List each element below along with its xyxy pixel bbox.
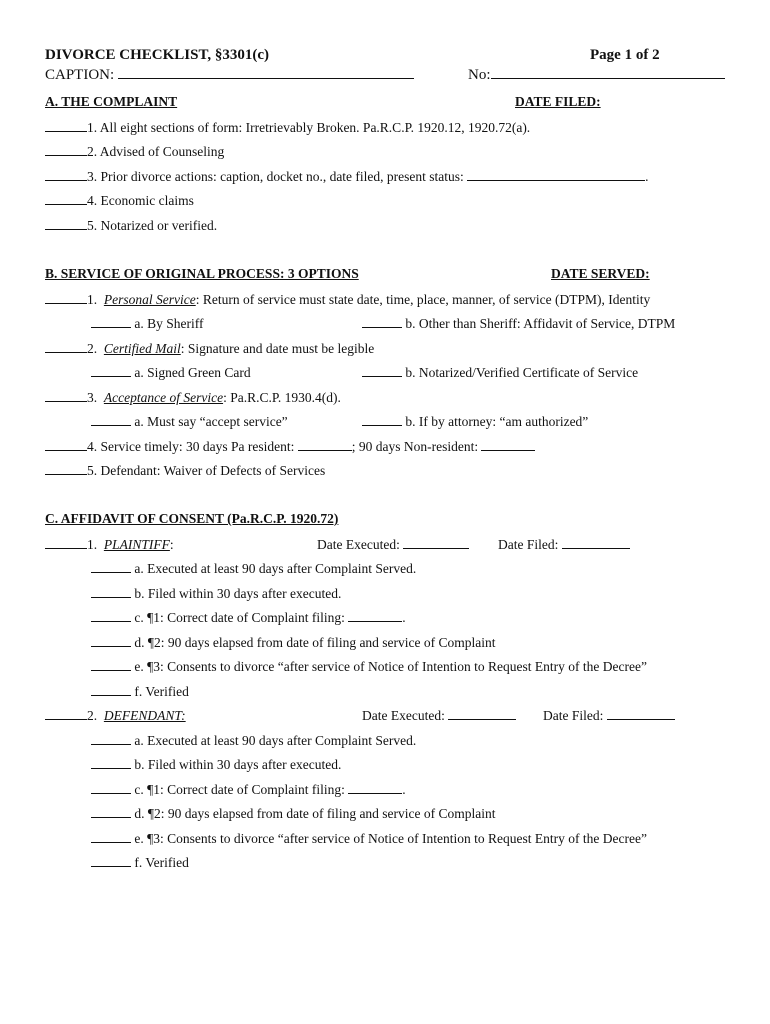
sub-item[interactable]: a. Executed at least 90 days after Complaint Served.	[91, 732, 416, 749]
check-blank[interactable]	[91, 413, 131, 426]
date-executed-blank[interactable]	[448, 707, 516, 720]
check-blank[interactable]	[45, 389, 87, 402]
page-number: Page 1 of 2	[590, 47, 660, 63]
sub-item[interactable]: d. ¶2: 90 days elapsed from date of filing and service of Complaint	[91, 634, 496, 651]
sub-item[interactable]: b. Filed within 30 days after executed.	[91, 585, 341, 602]
check-blank[interactable]	[45, 192, 87, 205]
check-blank[interactable]	[91, 364, 131, 377]
section-a-heading: A. THE COMPLAINT	[45, 94, 178, 109]
check-blank[interactable]	[91, 756, 131, 769]
check-blank[interactable]	[45, 536, 87, 549]
sub-item[interactable]: b. Filed within 30 days after executed.	[91, 756, 341, 773]
plaintiff-item[interactable]: 1. PLAINTIFF:	[45, 536, 174, 553]
check-blank[interactable]	[91, 683, 131, 696]
date-filed-blank[interactable]	[562, 536, 630, 549]
checklist-item[interactable]: 5. Notarized or verified.	[45, 217, 217, 234]
check-blank[interactable]	[91, 585, 131, 598]
check-blank[interactable]	[45, 462, 87, 475]
check-blank[interactable]	[91, 805, 131, 818]
checklist-item[interactable]: 1. Personal Service: Return of service must state date, time, place, manner, of service (DTPM), Identity	[45, 291, 650, 308]
sub-item[interactable]: b. Notarized/Verified Certificate of Service	[362, 364, 638, 381]
checklist-item[interactable]: 4. Service timely: 30 days Pa resident: ; 90 days Non-resident:	[45, 438, 535, 455]
check-blank[interactable]	[91, 854, 131, 867]
check-blank[interactable]	[91, 830, 131, 843]
sub-item[interactable]: b. Other than Sheriff: Affidavit of Service, DTPM	[362, 315, 675, 332]
check-blank[interactable]	[91, 315, 131, 328]
check-blank[interactable]	[362, 413, 402, 426]
check-blank[interactable]	[91, 781, 131, 794]
date-filed-label: DATE FILED:	[515, 94, 601, 109]
complaint-date-blank[interactable]	[348, 781, 402, 794]
check-blank[interactable]	[45, 119, 87, 132]
check-blank[interactable]	[91, 732, 131, 745]
sub-item[interactable]: c. ¶1: Correct date of Complaint filing: .	[91, 609, 406, 626]
check-blank[interactable]	[362, 364, 402, 377]
no-blank[interactable]	[491, 66, 725, 79]
caption-label: CAPTION:	[45, 67, 115, 83]
document-title: DIVORCE CHECKLIST, §3301(c)	[45, 47, 270, 63]
checklist-item[interactable]: 3. Acceptance of Service: Pa.R.C.P. 1930.4(d).	[45, 389, 341, 406]
check-blank[interactable]	[91, 560, 131, 573]
sub-item[interactable]: a. Must say “accept service”	[91, 413, 288, 430]
caption-blank[interactable]	[118, 66, 414, 79]
sub-item[interactable]: a. Executed at least 90 days after Complaint Served.	[91, 560, 416, 577]
date-served-label: DATE SERVED:	[551, 266, 650, 281]
checklist-item[interactable]: 5. Defendant: Waiver of Defects of Services	[45, 462, 325, 479]
checklist-item[interactable]: 2. Advised of Counseling	[45, 143, 224, 160]
caption-field[interactable]	[45, 66, 414, 83]
defendant-date-filed[interactable]: Date Filed:	[543, 707, 675, 724]
pa-resident-blank[interactable]	[298, 438, 352, 451]
sub-item[interactable]: c. ¶1: Correct date of Complaint filing: .	[91, 781, 406, 798]
checklist-item[interactable]: 3. Prior divorce actions: caption, docket no., date filed, present status: .	[45, 168, 649, 185]
check-blank[interactable]	[91, 634, 131, 647]
no-field[interactable]	[468, 66, 725, 83]
defendant-date-executed[interactable]: Date Executed:	[362, 707, 516, 724]
defendant-item[interactable]: 2. DEFENDANT:	[45, 707, 186, 724]
sub-item[interactable]: d. ¶2: 90 days elapsed from date of filing and service of Complaint	[91, 805, 496, 822]
plaintiff-date-executed[interactable]: Date Executed:	[317, 536, 469, 553]
non-resident-blank[interactable]	[481, 438, 535, 451]
check-blank[interactable]	[45, 168, 87, 181]
checklist-item[interactable]: 1. All eight sections of form: Irretrievably Broken. Pa.R.C.P. 1920.12, 1920.72(a).	[45, 119, 530, 136]
sub-item[interactable]: e. ¶3: Consents to divorce “after service of Notice of Intention to Request Entry of the Decree”	[91, 830, 647, 847]
plaintiff-date-filed[interactable]: Date Filed:	[498, 536, 630, 553]
date-executed-blank[interactable]	[403, 536, 469, 549]
section-c-heading: C. AFFIDAVIT OF CONSENT (Pa.R.C.P. 1920.72)	[45, 511, 339, 526]
check-blank[interactable]	[45, 291, 87, 304]
check-blank[interactable]	[45, 340, 87, 353]
check-blank[interactable]	[45, 438, 87, 451]
check-blank[interactable]	[45, 707, 87, 720]
section-b-heading: B. SERVICE OF ORIGINAL PROCESS: 3 OPTIONS	[45, 266, 359, 281]
sub-item[interactable]: f. Verified	[91, 854, 189, 871]
sub-item[interactable]: a. Signed Green Card	[91, 364, 251, 381]
check-blank[interactable]	[91, 658, 131, 671]
sub-item[interactable]: e. ¶3: Consents to divorce “after service of Notice of Intention to Request Entry of the Decree”	[91, 658, 647, 675]
date-filed-blank[interactable]	[607, 707, 675, 720]
check-blank[interactable]	[91, 609, 131, 622]
sub-item[interactable]: b. If by attorney: “am authorized”	[362, 413, 588, 430]
check-blank[interactable]	[362, 315, 402, 328]
complaint-date-blank[interactable]	[348, 609, 402, 622]
check-blank[interactable]	[45, 143, 87, 156]
no-label: No:	[468, 67, 491, 83]
sub-item[interactable]: f. Verified	[91, 683, 189, 700]
sub-item[interactable]: a. By Sheriff	[91, 315, 204, 332]
checklist-item[interactable]: 4. Economic claims	[45, 192, 194, 209]
checklist-item[interactable]: 2. Certified Mail: Signature and date must be legible	[45, 340, 374, 357]
check-blank[interactable]	[45, 217, 87, 230]
prior-actions-blank[interactable]	[467, 168, 645, 181]
